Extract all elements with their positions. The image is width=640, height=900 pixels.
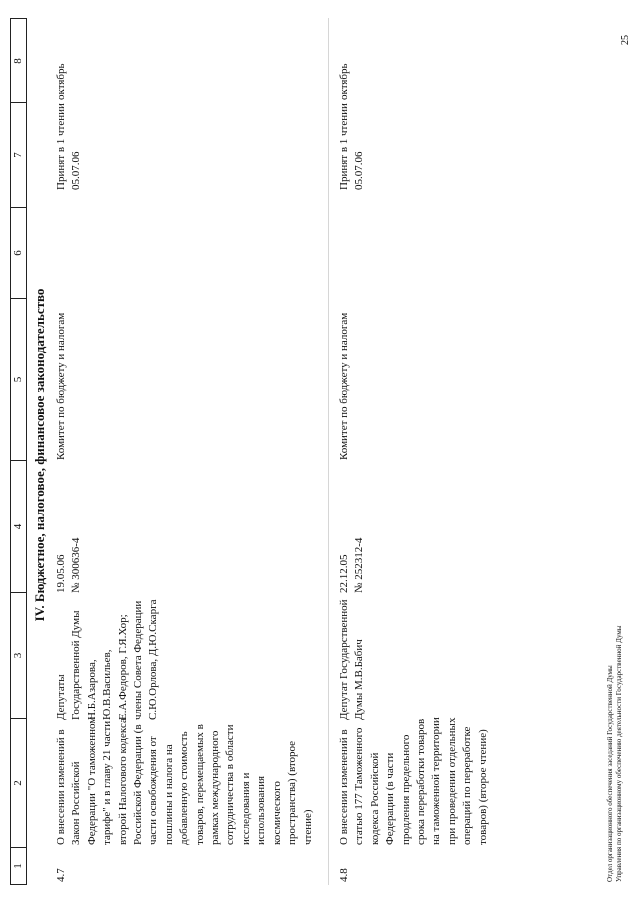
bill-date-number: 19.05.06 № 300636-4 [55, 537, 83, 593]
column-divider [11, 298, 26, 299]
bill-authors: Депутат Государственной Думы М.В.Бабич [338, 599, 366, 720]
column-number: 4 [12, 523, 24, 530]
column-number: 5 [12, 376, 24, 383]
footer-line: Отдел организационного обеспечения заседаний Государственной Думы [606, 665, 614, 882]
responsible-committee: Комитет по бюджету и налогам [338, 312, 350, 460]
footer-credits [606, 626, 624, 882]
column-divider [11, 460, 26, 461]
bill-title: О внесении изменений в статью 177 Таможенного кодекса Российской Федерации (в части продления предельного срока переработки товаров на таможенной территории при проведении отдельных операций по переработке товаров) (второе чтение) [338, 717, 489, 845]
row-number: 4.8 [338, 868, 350, 882]
column-divider [11, 718, 26, 719]
column-number: 7 [12, 152, 24, 158]
bill-authors: Депутаты Государственной Думы Н.Б.Азарова, Ю.В.Васильев, Е.А.Федоров, Г.Я.Хор; члены Совета Федерации С.Ю.Орлова, Д.Ю.Скарга [55, 599, 160, 720]
reading-status: Принят в 1 чтении 05.07.06 [338, 103, 366, 190]
column-number-header [10, 18, 27, 885]
bill-date-number: 22.12.05 № 252312-4 [338, 537, 366, 593]
page-number: 25 [620, 35, 631, 45]
column-divider [11, 592, 26, 593]
responsible-committee: Комитет по бюджету и налогам [55, 312, 67, 460]
column-number: 1 [12, 863, 24, 869]
column-number: 2 [12, 780, 24, 786]
column-number: 6 [12, 250, 24, 256]
column-divider [11, 207, 26, 208]
row-number: 4.7 [55, 868, 67, 882]
row-divider [328, 18, 329, 885]
planned-month: октябрь [338, 63, 350, 100]
column-number: 8 [12, 58, 24, 64]
bill-title: О внесении изменений в Закон Российской Федерации "О таможенном тарифе" и в главу 21 части второй Налогового кодекса Российской Федерации (в части освобождения от пошлины и налога на добавленную стоимость товаров, перемещаемых в рамках международного сотрудничества в области исследования и использования космического пространства) (второе чтение) [55, 716, 314, 845]
footer-line: Управления по организационному обеспечению деятельности Государственной Думы [615, 625, 623, 882]
section-title: IV. Бюджетное, налоговое, финансовое законодательство [32, 288, 47, 622]
planned-month: октябрь [55, 63, 67, 100]
column-divider [11, 102, 26, 103]
column-divider [11, 847, 26, 848]
reading-status: Принят в 1 чтении 05.07.06 [55, 103, 83, 190]
column-number: 3 [12, 652, 24, 659]
